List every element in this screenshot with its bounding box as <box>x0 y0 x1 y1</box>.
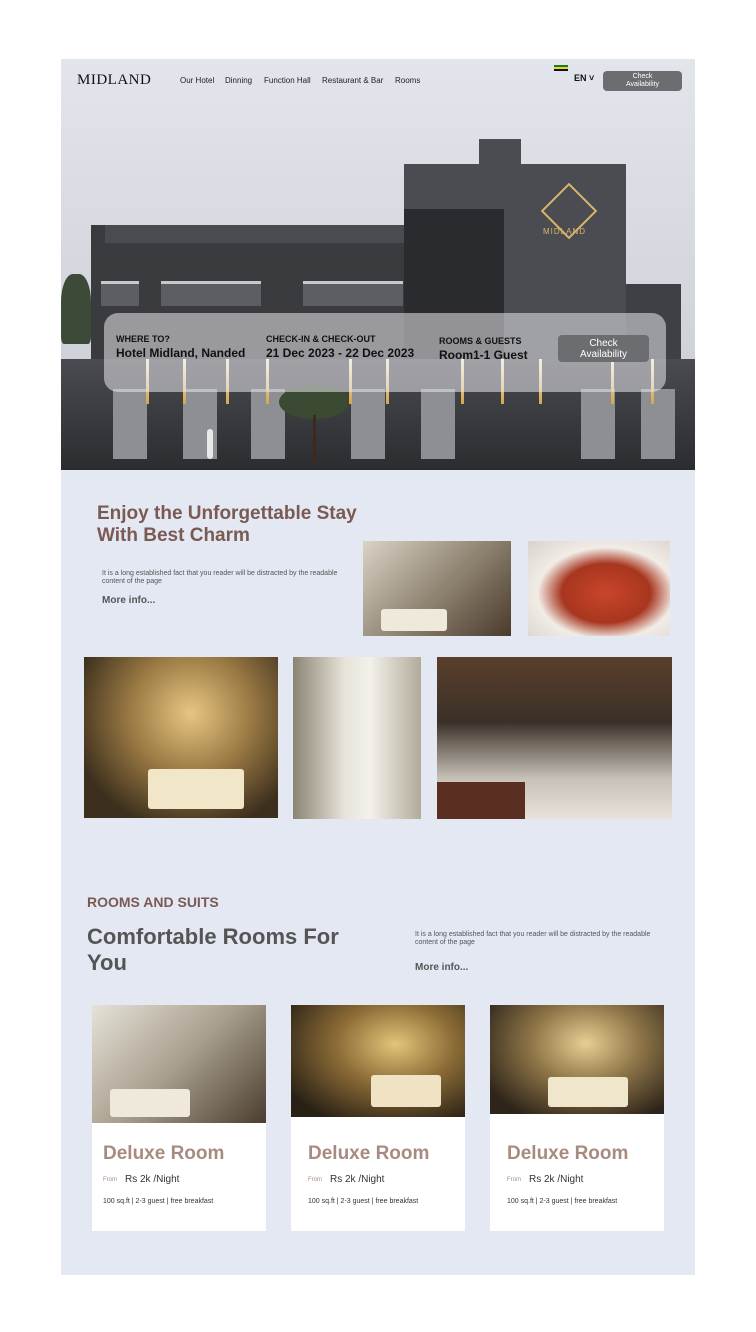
balcony <box>303 281 403 306</box>
where-field[interactable]: Hotel Midland, Nanded <box>116 346 246 360</box>
balcony <box>101 281 139 306</box>
balcony <box>161 281 261 306</box>
room-card-features: 100 sq.ft | 2-3 guest | free breakfast <box>308 1198 419 1205</box>
bed-shape <box>381 609 447 631</box>
bed-shape <box>148 769 244 809</box>
button-label: Availability <box>626 81 659 88</box>
guests-label: ROOMS & GUESTS <box>439 336 522 346</box>
hero-image <box>61 59 695 470</box>
photo-food-dish <box>528 541 670 636</box>
photo-lobby-reception <box>437 657 672 819</box>
rooms-heading: Comfortable Rooms For You <box>87 924 339 975</box>
reception-desk <box>437 782 525 819</box>
tree-trunk <box>313 415 316 465</box>
dates-field[interactable]: 21 Dec 2023 - 22 Dec 2023 <box>266 346 415 360</box>
room-card[interactable] <box>92 1005 266 1231</box>
room-card-price: Rs 2k /Night <box>529 1174 584 1185</box>
room-card-from-label: From <box>507 1177 521 1183</box>
hotel-sign-text: MIDLAND <box>543 227 587 236</box>
top-navigation <box>61 59 695 103</box>
room-card-image <box>490 1005 664 1114</box>
rooms-more-info-link[interactable]: More info... <box>415 962 469 973</box>
room-card-title: Deluxe Room <box>103 1143 225 1164</box>
flag-icon <box>554 65 568 71</box>
about-heading: Enjoy the Unforgettable Stay With Best Charm <box>97 503 357 546</box>
bed-shape <box>110 1089 190 1117</box>
room-card-title: Deluxe Room <box>507 1143 629 1164</box>
pillar <box>113 389 147 459</box>
check-availability-nav-button[interactable] <box>603 71 682 91</box>
where-label: WHERE TO? <box>116 334 170 344</box>
about-description: It is a long established fact that you reader will be distracted by the readable content of the page <box>102 570 338 585</box>
room-card-image <box>92 1005 266 1123</box>
pillar <box>641 389 675 459</box>
pillar <box>351 389 385 459</box>
page-frame <box>61 59 695 1275</box>
palm-tree <box>61 274 91 344</box>
rooms-description: It is a long established fact that you reader will be distracted by the readable content of the page <box>415 931 651 946</box>
room-card-price: Rs 2k /Night <box>125 1174 180 1185</box>
room-card-features: 100 sq.ft | 2-3 guest | free breakfast <box>507 1198 618 1205</box>
nav-link-rooms[interactable]: Rooms <box>395 76 421 85</box>
room-card[interactable] <box>490 1005 664 1231</box>
nav-link-our-hotel[interactable]: Our Hotel <box>180 76 215 85</box>
pillar <box>581 389 615 459</box>
booking-search-bar <box>104 313 666 392</box>
nav-link-function-hall[interactable]: Function Hall <box>264 76 311 85</box>
room-card-from-label: From <box>308 1177 322 1183</box>
button-label: Check <box>632 73 653 80</box>
about-more-info-link[interactable]: More info... <box>102 595 156 606</box>
photo-hotel-room <box>363 541 511 636</box>
language-selector[interactable]: EN ˅ <box>574 73 595 83</box>
guests-field[interactable]: Room1-1 Guest <box>439 348 528 362</box>
button-label: Check <box>589 338 618 349</box>
pillar <box>421 389 455 459</box>
check-availability-button[interactable] <box>558 335 649 362</box>
person-figure <box>207 429 213 459</box>
room-card-title: Deluxe Room <box>308 1143 430 1164</box>
bed-shape <box>548 1077 628 1107</box>
room-card-image <box>291 1005 465 1117</box>
button-label: Availability <box>579 349 628 360</box>
room-card-from-label: From <box>103 1177 117 1183</box>
room-card-price: Rs 2k /Night <box>330 1174 385 1185</box>
room-card[interactable] <box>291 1005 465 1231</box>
hotel-building-top <box>479 139 521 169</box>
brand-logo[interactable]: MIDLAND <box>77 72 152 88</box>
dates-label: CHECK-IN & CHECK-OUT <box>266 334 376 344</box>
photo-corridor <box>293 657 421 819</box>
nav-link-restaurant-bar[interactable]: Restaurant & Bar <box>322 76 384 85</box>
rooms-kicker: ROOMS AND SUITS <box>87 894 219 910</box>
bed-shape <box>371 1075 441 1107</box>
room-card-features: 100 sq.ft | 2-3 guest | free breakfast <box>103 1198 214 1205</box>
photo-bedroom <box>84 657 278 818</box>
nav-link-dinning[interactable]: Dinning <box>225 76 253 85</box>
